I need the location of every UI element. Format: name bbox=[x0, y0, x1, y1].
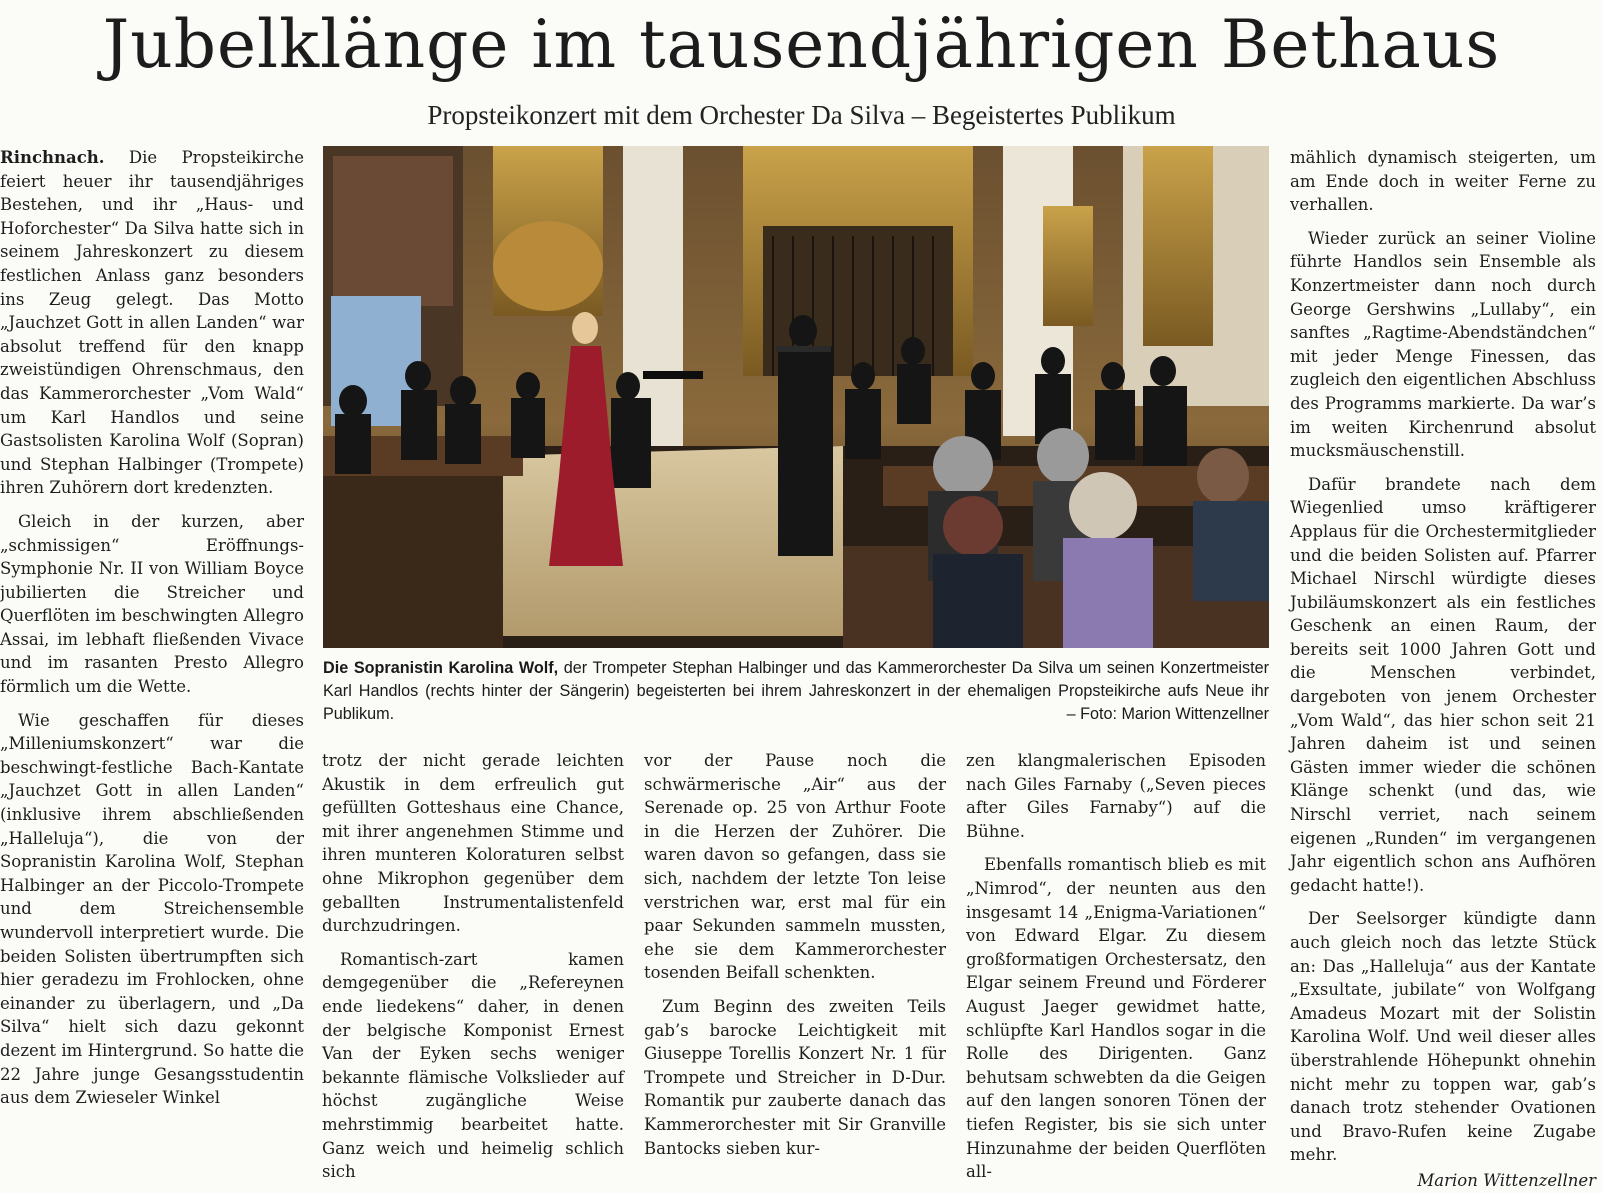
author-byline: Marion Wittenzellner bbox=[1417, 1170, 1596, 1190]
article-column-3 bbox=[644, 749, 946, 1169]
concert-photo-illustration bbox=[323, 146, 1269, 648]
caption-text: der Trompeter Stephan Halbinger und das Kammerorchester Da Silva um seinen Konzertmeister Karl Handlos (rechts hinter der Sängerin) begeisterten bei ihrem Jahreskonzert in der ehemaligen Propsteikirche aufs Neue ihr Publikum. bbox=[323, 659, 1269, 723]
article-paragraph: mählich dynamisch steigerten, um am Ende doch in weiter Ferne zu verhallen. bbox=[1290, 148, 1596, 215]
concert-photo bbox=[323, 146, 1269, 648]
article-headline: Jubelklänge im tausendjährigen Bethaus bbox=[102, 6, 1501, 83]
article-column-2 bbox=[322, 749, 624, 1182]
article-paragraph: zen klangmalerischen Episoden nach Giles Farnaby („Seven pieces after Giles Farnaby“) auf die Bühne. bbox=[966, 751, 1266, 841]
article-paragraph: Dafür brandete nach dem Wiegenlied umso kräftigerer Applaus für die Orchestermitglieder und die beiden Solisten auf. Pfarrer Michael Nirschl würdigte dieses Jubiläumskonzert als ein festliches Geschenk an einen Raum, der bereits seit 1000 Jahren Gott und die Menschen verbindet, dargeboten von jenem Orchester „Vom Wald“, das hier schon seit 21 Jahren daheim ist und seinen Gästen immer wieder die schönen Klänge schenkt (und das, wie Nirschl verriet, nach seinem eigenen „Runden“ im vergangenen Jahr eigentlich schon ans Aufhören gedacht hatte!). bbox=[1290, 474, 1596, 895]
article-paragraph: vor der Pause noch die schwärmerische „Air“ aus der Serenade op. 25 von Arthur Foote in die Herzen der Zuhörer. Die waren davon so gefangen, dass sie sich, nachdem der letzte Ton leise verstrichen war, erst mal für ein paar Sekunden sammeln mussten, ehe sie dem Kammerorchester tosenden Beifall schenkten. bbox=[644, 751, 946, 983]
article-paragraph: Wie geschaffen für dieses „Milleniumskonzert“ war die beschwingt-festliche Bach-Kantate „Jauchzet Gott in allen Landen“ (inklusive ihrem abschließenden „Halleluja“), die von der Sopranistin Karolina Wolf, Stephan Halbinger an der Piccolo-Trompete und dem Streichensemble wundervoll interpretiert wurde. Die beiden Solisten übertrumpften sich hier geradezu im Frohlocken, ohne einander zu überlagern, und „Da Silva“ hielt sich dazu gekonnt dezent im Hintergrund. So hatte die 22 Jahre junge Gesangsstudentin aus dem Zwieseler Winkel bbox=[0, 710, 304, 1108]
article-paragraph: Ebenfalls romantisch blieb es mit „Nimrod“, der neunten aus den insgesamt 14 „Enigma-Variationen“ von Edward Elgar. Zu diesem großformatigen Orchestersatz, den Elgar seinem Freund und Förderer August Jaeger gewidmet hatte, schlüpfte Karl Handlos sogar in die Rolle des Dirigenten. Ganz behutsam schwebten da die Geigen auf den langen sonoren Tönen der tiefen Register, bis sie sich unter Hinzunahme der beiden Querflöten all- bbox=[966, 855, 1266, 1182]
article-column-1 bbox=[0, 146, 304, 1166]
article-column-4 bbox=[966, 749, 1266, 1182]
caption-lead: Die Sopranistin Karolina Wolf, bbox=[323, 659, 559, 677]
photo-caption bbox=[323, 657, 1269, 726]
article-paragraph: Zum Beginn des zweiten Teils gab’s barocke Leichtigkeit mit Giuseppe Torellis Konzert Nr. 1 für Trompete und Streicher in D-Dur. Romantik pur zauberte danach das Kammerorchester mit Sir Granville Bantocks sieben kur- bbox=[644, 996, 946, 1158]
article-paragraph: Gleich in der kurzen, aber „schmissigen“ Eröffnungs-Symphonie Nr. II von William Boyce jubilierten die Streicher und Querflöten im beschwingten Allegro Assai, im lebhaft fließenden Vivace und im rasanten Presto Allegro förmlich um die Wette. bbox=[0, 511, 304, 697]
photo-credit: – Foto: Marion Wittenzellner bbox=[1066, 705, 1269, 723]
article-paragraph: Der Seelsorger kündigte dann auch gleich noch das letzte Stück an: Das „Halleluja“ aus der Kantate „Exsultate, jubilate“ von Wolfgang Amadeus Mozart mit der Solistin Karolina Wolf. Und weil dieser alles überstrahlende Höhepunkt ohnehin nicht mehr zu toppen war, gab’s danach trotz stehender Ovationen und Bravo-Rufen keine Zugabe mehr. bbox=[1290, 909, 1596, 1165]
article-paragraph: trotz der nicht gerade leichten Akustik in dem erfreulich gut gefüllten Gotteshaus eine Chance, mit ihrer angenehmen Stimme und ihren munteren Koloraturen selbst ohne Mikrophon gegenüber dem geballten Instrumentalistenfeld durchzudringen. bbox=[322, 751, 624, 936]
article-paragraph: Wieder zurück an seiner Violine führte Handlos sein Ensemble als Konzertmeister dann noch durch George Gershwins „Lullaby“, ein sanftes „Ragtime-Abendständchen“ mit jeder Menge Finessen, das zugleich den eigentlichen Abschluss des Programms markierte. Da war’s im weiten Kirchenrund absolut mucksmäuschenstill. bbox=[1290, 228, 1596, 461]
paragraph-text: Die Propsteikirche feiert heuer ihr tausendjähriges Bestehen, und ihr „Haus- und Hoforchester“ Da Silva hatte sich in seinem Jahreskonzert zu diesem festlichen Anlass ganz besonders ins Zeug gelegt. Das Motto „Jauchzet Gott in allen Landen“ war absolut treffend für den knapp zweistündigen Ohrenschmaus, den das Kammerorchester „Vom Wald“ um Karl Handlos und seine Gastsolisten Karolina Wolf (Sopran) und Stephan Halbinger (Trompete) ihren Zuhörern dort kredenzten. bbox=[0, 148, 304, 498]
article-paragraph bbox=[0, 146, 304, 500]
article-subheadline: Propsteikonzert mit dem Orchester Da Silva – Begeistertes Publikum bbox=[427, 100, 1176, 130]
dateline: Rinchnach. bbox=[0, 148, 105, 167]
article-paragraph: Romantisch-zart kamen demgegenüber die „Refereynen ende liedekens“ daher, in denen der belgische Komponist Ernest Van der Eyken sechs weniger bekannte flämische Volkslieder auf höchst zugängliche Weise mehrstimmig bearbeitet hatte. Ganz weich und heimelig schlich sich bbox=[322, 949, 624, 1182]
article-column-5 bbox=[1290, 146, 1596, 1190]
